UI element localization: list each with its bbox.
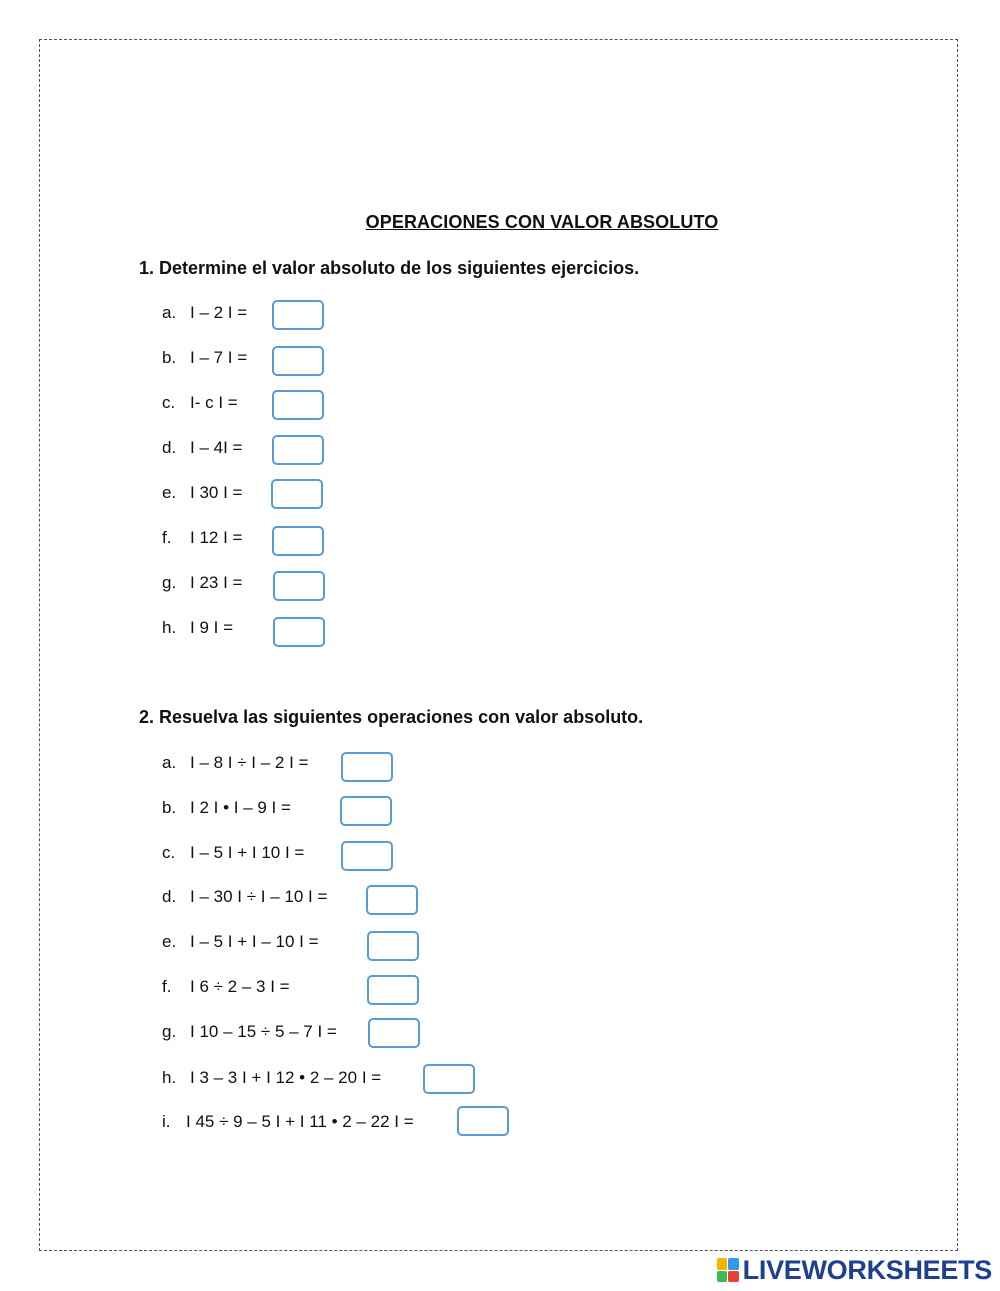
s2-item-e [162, 932, 319, 952]
s1-item-b [162, 348, 247, 368]
item-expression: I 6 ÷ 2 – 3 I = [190, 977, 290, 996]
s2-item-a [162, 753, 308, 773]
item-expression: I 2 I • I – 9 I = [190, 798, 291, 817]
item-expression: I – 8 I ÷ I – 2 I = [190, 753, 309, 772]
item-letter: a. [162, 753, 177, 772]
answer-box-2c[interactable] [341, 841, 393, 871]
item-expression: I – 5 I + I – 10 I = [190, 932, 319, 951]
item-expression: I – 4I = [190, 438, 243, 457]
item-letter: h. [162, 618, 177, 637]
item-expression: I – 7 I = [190, 348, 248, 367]
s1-item-a [162, 303, 247, 323]
item-letter: e. [162, 483, 177, 502]
item-letter: f. [162, 528, 172, 547]
item-letter: b. [162, 348, 177, 367]
s2-item-d [162, 887, 327, 907]
s2-item-i [162, 1112, 414, 1132]
s2-item-b [162, 798, 291, 818]
logo-text: LIVEWORKSHEETS [742, 1254, 992, 1285]
item-expression: I – 30 I ÷ I – 10 I = [190, 887, 328, 906]
s1-item-d [162, 438, 242, 458]
item-letter: c. [162, 843, 176, 862]
item-expression: I 30 I = [190, 483, 243, 502]
liveworksheets-logo[interactable] [717, 1256, 992, 1284]
item-letter: h. [162, 1068, 177, 1087]
item-expression: I 9 I = [190, 618, 233, 637]
s2-item-h [162, 1068, 381, 1088]
item-letter: c. [162, 393, 176, 412]
s1-item-g [162, 573, 242, 593]
answer-box-1b[interactable] [272, 346, 324, 376]
answer-box-1c[interactable] [272, 390, 324, 420]
item-expression: I- c I = [190, 393, 238, 412]
answer-box-2f[interactable] [367, 975, 419, 1005]
item-letter: i. [162, 1112, 171, 1131]
answer-box-1h[interactable] [273, 617, 325, 647]
item-letter: g. [162, 573, 177, 592]
answer-box-2h[interactable] [423, 1064, 475, 1094]
s2-item-c [162, 843, 304, 863]
section-2-heading: 2. Resuelva las siguientes operaciones con valor absoluto. [139, 707, 644, 727]
item-letter: d. [162, 438, 177, 457]
s1-item-e [162, 483, 242, 503]
item-expression: I 23 I = [190, 573, 243, 592]
answer-box-2g[interactable] [368, 1018, 420, 1048]
item-expression: I 10 – 15 ÷ 5 – 7 I = [190, 1022, 337, 1041]
s2-item-g [162, 1022, 337, 1042]
item-letter: g. [162, 1022, 177, 1041]
item-letter: d. [162, 887, 177, 906]
s1-item-h [162, 618, 233, 638]
item-expression: I 12 I = [190, 528, 243, 547]
answer-box-1f[interactable] [272, 526, 324, 556]
s2-item-f [162, 977, 290, 997]
item-expression: I – 5 I + I 10 I = [190, 843, 305, 862]
item-expression: I 45 ÷ 9 – 5 I + I 11 • 2 – 22 I = [186, 1112, 414, 1131]
item-letter: e. [162, 932, 177, 951]
section-1-heading: 1. Determine el valor absoluto de los siguientes ejercicios. [139, 258, 640, 278]
item-expression: I 3 – 3 I + I 12 • 2 – 20 I = [190, 1068, 382, 1087]
answer-box-2b[interactable] [340, 796, 392, 826]
item-letter: b. [162, 798, 177, 817]
logo-blocks-icon [717, 1258, 739, 1282]
s1-item-f [162, 528, 242, 548]
s1-item-c [162, 393, 238, 413]
answer-box-1a[interactable] [272, 300, 324, 330]
answer-box-1e[interactable] [271, 479, 323, 509]
answer-box-2e[interactable] [367, 931, 419, 961]
answer-box-1d[interactable] [272, 435, 324, 465]
item-expression: I – 2 I = [190, 303, 248, 322]
answer-box-2a[interactable] [341, 752, 393, 782]
answer-box-2i[interactable] [457, 1106, 509, 1136]
item-letter: f. [162, 977, 172, 996]
worksheet-title: OPERACIONES CON VALOR ABSOLUTO [365, 212, 719, 232]
answer-box-1g[interactable] [273, 571, 325, 601]
item-letter: a. [162, 303, 177, 322]
answer-box-2d[interactable] [366, 885, 418, 915]
